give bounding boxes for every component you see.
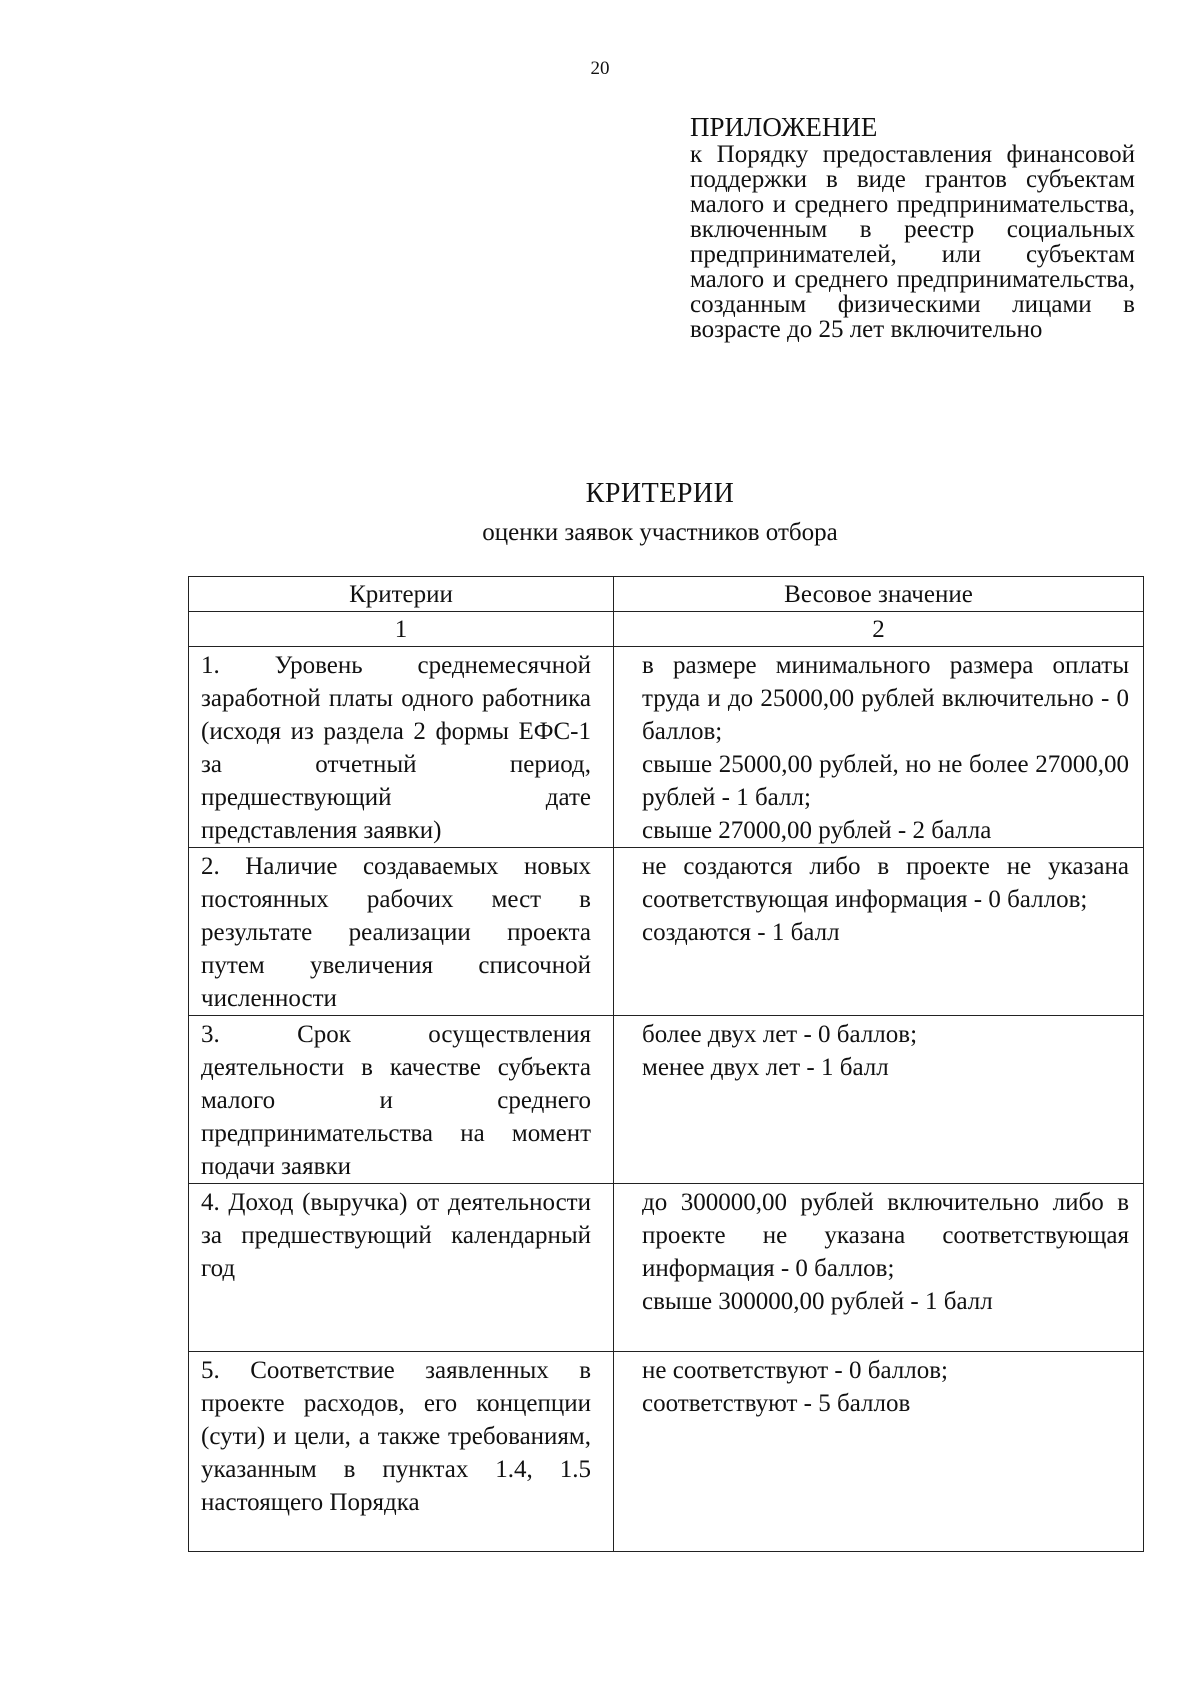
- weight-line: свыше 27000,00 рублей - 2 балла: [642, 817, 992, 844]
- weight-line: более двух лет - 0 баллов;: [642, 1021, 918, 1048]
- page-number: 20: [590, 58, 610, 79]
- table-row: [189, 647, 1144, 848]
- criterion-cell: 4. Доход (выручка) от деятельности за предшествующий календарный год: [189, 1184, 614, 1352]
- weight-cell: [614, 1352, 1144, 1552]
- document-subtitle: оценки заявок участников отбора: [482, 519, 838, 546]
- criterion-cell: 1. Уровень среднемесячной заработной платы одного работника (исходя из раздела 2 формы ЕФС-1 за отчетный период, предшествующий дате представления заявки): [189, 647, 614, 848]
- criterion-cell: 2. Наличие создаваемых новых постоянных рабочих мест в результате реализации проекта путем увеличения списочной численности: [189, 848, 614, 1016]
- weight-cell: [614, 647, 1144, 848]
- weight-line: не соответствуют - 0 баллов;: [642, 1357, 948, 1384]
- weight-cell: [614, 1184, 1144, 1352]
- document-title: КРИТЕРИИ: [585, 478, 735, 509]
- weight-line: соответствуют - 5 баллов: [642, 1390, 911, 1417]
- criteria-table: [188, 576, 1144, 1552]
- table-header-row: [189, 577, 1144, 612]
- column-number-1: 1: [189, 612, 614, 647]
- criterion-cell: 3. Срок осуществления деятельности в качестве субъекта малого и среднего предпринимательства на момент подачи заявки: [189, 1016, 614, 1184]
- appendix-title: ПРИЛОЖЕНИЕ: [690, 112, 878, 142]
- column-number-2: 2: [614, 612, 1144, 647]
- weight-line: не создаются либо в проекте не указана соответствующая информация - 0 баллов;: [642, 853, 1129, 913]
- header-criteria: Критерии: [189, 577, 614, 612]
- table-column-number-row: [189, 612, 1144, 647]
- weight-line: менее двух лет - 1 балл: [642, 1054, 889, 1081]
- weight-line: свыше 300000,00 рублей - 1 балл: [642, 1288, 993, 1315]
- weight-line: свыше 25000,00 рублей, но не более 27000,00 рублей - 1 балл;: [642, 751, 1129, 811]
- weight-line: создаются - 1 балл: [642, 919, 840, 946]
- weight-line: до 300000,00 рублей включительно либо в проекте не указана соответствующая информация - 0 баллов;: [642, 1189, 1129, 1282]
- weight-cell: [614, 848, 1144, 1016]
- weight-cell: [614, 1016, 1144, 1184]
- header-weight: Весовое значение: [614, 577, 1144, 612]
- criterion-cell: 5. Соответствие заявленных в проекте расходов, его концепции (сути) и цели, а также требованиям, указанным в пунктах 1.4, 1.5 настоящего Порядка: [189, 1352, 614, 1552]
- table-row: [189, 1352, 1144, 1552]
- table-row: [189, 848, 1144, 1016]
- appendix-text: к Порядку предоставления финансовой поддержки в виде грантов субъектам малого и среднего предпринимательства, включенным в реестр социальных предпринимателей, или субъектам малого и среднего предпринимательства, созданным физическими лицами в возрасте до 25 лет включительно: [690, 141, 1135, 343]
- appendix-block: [690, 112, 1135, 342]
- table-row: [189, 1184, 1144, 1352]
- weight-line: в размере минимального размера оплаты труда и до 25000,00 рублей включительно - 0 баллов;: [642, 652, 1129, 745]
- table-row: [189, 1016, 1144, 1184]
